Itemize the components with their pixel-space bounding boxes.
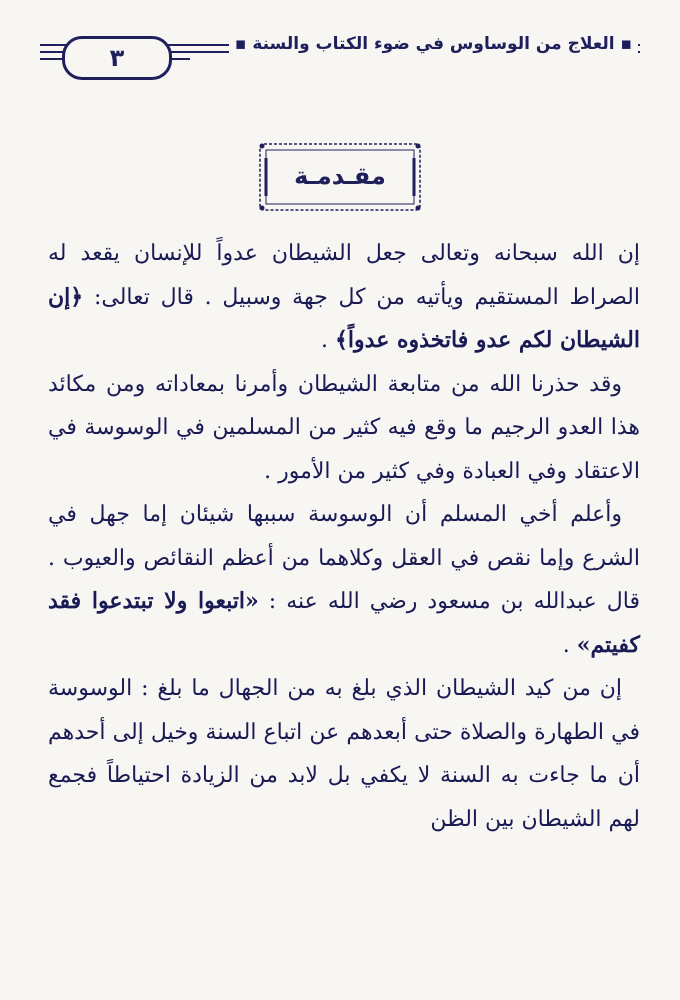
- section-title-frame: [256, 138, 424, 216]
- paragraph: وأعلم أخي المسلم أن الوسوسة سببها شيئان إما جهل في الشرع وإما نقص في العقل وكلاهما من أعظم النقائص والعيوب . قال عبدالله بن مسعود رضي الله عنه : «اتبعوا ولا تبتدعوا فقد كفيتم» .: [48, 502, 641, 658]
- running-title: ▪ العلاج من الوساوس في ضوء الكتاب والسنة ▪: [229, 34, 638, 54]
- quran-quote: ﴿إن الشيطان لكم عدو فاتخذوه عدواً﴾: [48, 283, 640, 353]
- body-text: [48, 232, 640, 841]
- paragraph: إن من كيد الشيطان الذي بلغ به من الجهال ما بلغ : الوسوسة في الطهارة والصلاة حتى أبعدهم عن اتباع السنة وخيل إلى أحدهم أن ما جاءت به السنة لا يكفي بل لابد من الزيادة احتياطاً فجمع لهم الشيطان بين الظن: [48, 676, 640, 832]
- paragraph: وقد حذرنا الله من متابعة الشيطان وأمرنا بمعاداته ومن مكائد هذا العدو الرجيم ما وقع فيه كثير من المسلمين في الوسوسة في الاعتقاد وفي العبادة وفي كثير من الأمور .: [48, 371, 640, 484]
- hadith-quote: «اتبعوا ولا تبتدعوا فقد كفيتم»: [48, 588, 640, 658]
- paragraph: إن الله سبحانه وتعالى جعل الشيطان عدواً للإنسان يقعد له الصراط المستقيم ويأتيه من كل جهة وسبيل . قال تعالى: ﴿إن الشيطان لكم عدو فاتخذوه عدواً﴾ .: [48, 241, 640, 353]
- running-header: [40, 30, 640, 86]
- page-number: ٣: [62, 36, 172, 80]
- section-title: مقـدمـة: [294, 162, 386, 190]
